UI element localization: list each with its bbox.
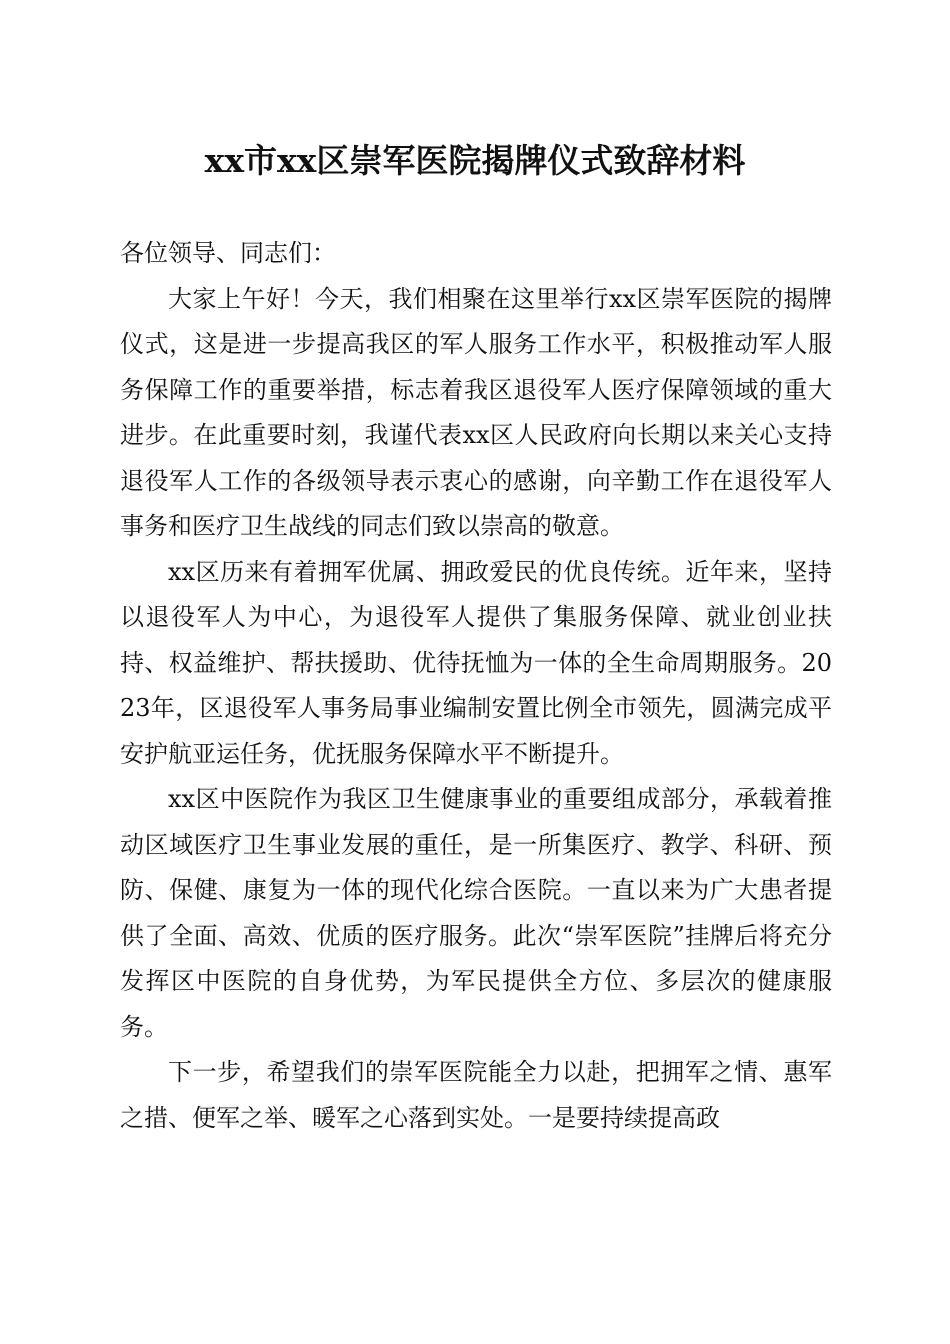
document-title: xx市xx区崇军医院揭牌仪式致辞材料 — [204, 141, 746, 180]
document-body — [120, 231, 832, 1141]
paragraph-1: 大家上午好！今天，我们相聚在这里举行xx区崇军医院的揭牌仪式，这是进一步提高我区的军人服务工作水平，积极推动军人服务保障工作的重要举措，标志着我区退役军人医疗保障领域的重大进步。在此重要时刻，我谨代表xx区人民政府向长期以来关心支持退役军人工作的各级领导表示衷心的感谢，向辛勤工作在退役军人事务和医疗卫生战线的同志们致以崇高的敬意。 — [120, 284, 832, 540]
paragraph-4: 下一步，希望我们的崇军医院能全力以赴，把拥军之情、惠军之措、便军之举、暖军之心落到实处。一是要持续提高政 — [120, 1058, 832, 1132]
paragraph-3: xx区中医院作为我区卫生健康事业的重要组成部分，承载着推动区域医疗卫生事业发展的重任，是一所集医疗、教学、科研、预防、保健、康复为一体的现代化综合医院。一直以来为广大患者提供了全面、高效、优质的医疗服务。此次“崇军医院”挂牌后将充分发挥区中医院的自身优势，为军民提供全方位、多层次的健康服务。 — [120, 785, 832, 1041]
paragraph-2: xx区历来有着拥军优属、拥政爱民的优良传统。近年来，坚持以退役军人为中心，为退役军人提供了集服务保障、就业创业扶持、权益维护、帮扶援助、优待抚恤为一体的全生命周期服务。2023年，区退役军人事务局事业编制安置比例全市领先，圆满完成平安护航亚运任务，优抚服务保障水平不断提升。 — [120, 557, 832, 768]
salutation: 各位领导、同志们： — [120, 239, 336, 267]
